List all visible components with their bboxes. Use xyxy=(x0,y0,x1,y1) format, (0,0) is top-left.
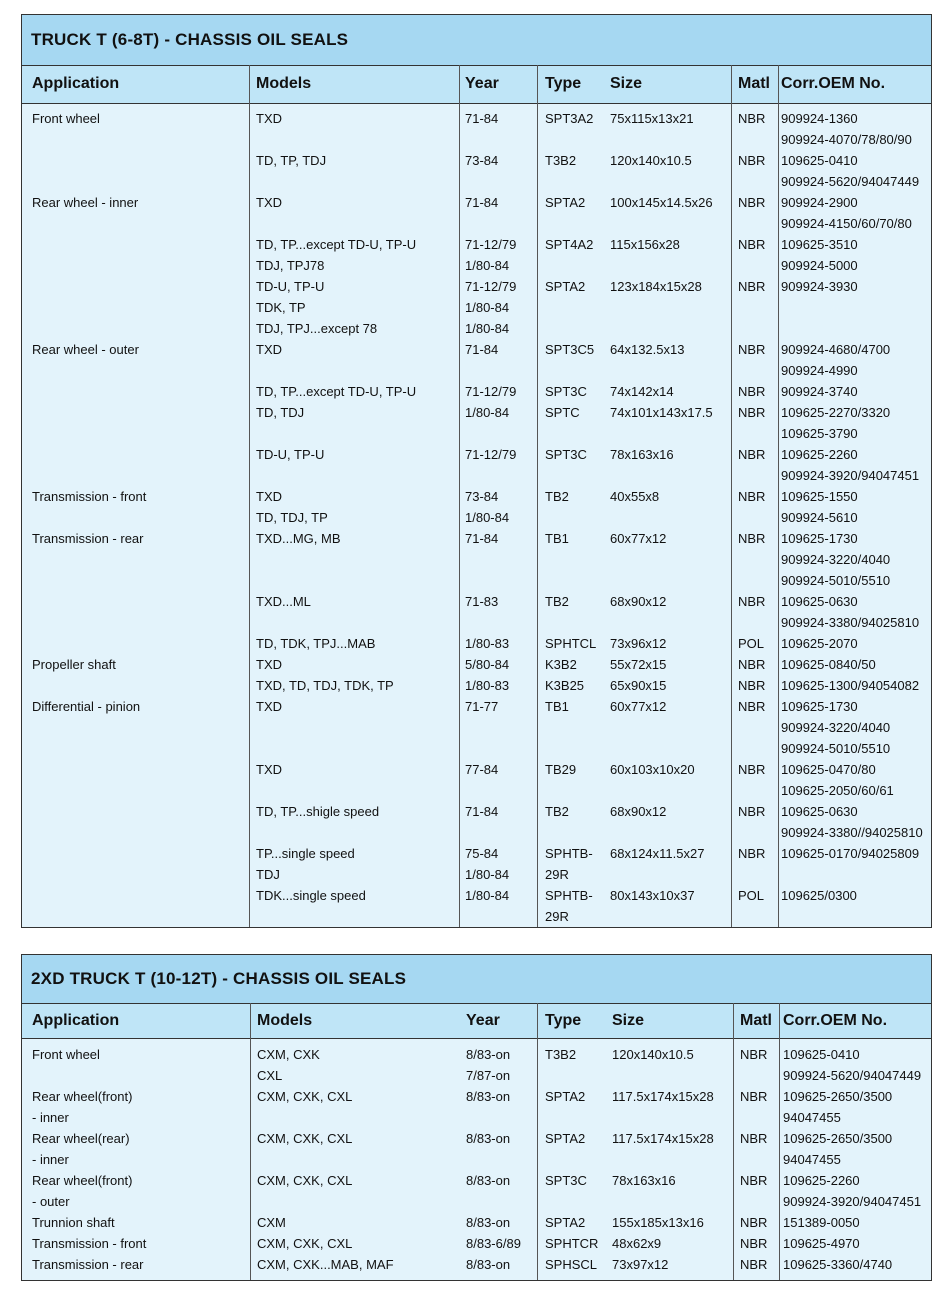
header-matl: Matl xyxy=(740,1012,772,1029)
cell-type: SPHTB- xyxy=(545,846,593,861)
cell-oem: 109625-1730 xyxy=(781,699,858,714)
cell-size: 60x77x12 xyxy=(610,699,667,714)
table-row xyxy=(22,360,931,381)
cell-year: 8/83-on xyxy=(466,1173,511,1188)
cell-oem: 909924-3220/4040 xyxy=(781,552,891,567)
cell-year: 8/83-6/89 xyxy=(466,1236,521,1251)
cell-size: 78x163x16 xyxy=(610,447,674,462)
table-row xyxy=(22,381,931,402)
cell-oem: 909924-3920/94047451 xyxy=(783,1194,922,1209)
cell-year: 8/83-on xyxy=(466,1131,511,1146)
header-matl: Matl xyxy=(738,75,770,92)
cell-type: SPTC xyxy=(545,405,580,420)
table-header xyxy=(22,66,931,104)
table-row xyxy=(22,339,931,360)
cell-oem: 109625-0630 xyxy=(781,594,858,609)
cell-matl: NBR xyxy=(738,405,766,420)
cell-application: Rear wheel - outer xyxy=(32,342,139,357)
cell-size: 117.5x174x15x28 xyxy=(612,1089,714,1104)
cell-oem: 109625-4970 xyxy=(783,1236,860,1251)
cell-year: 71-83 xyxy=(465,594,499,609)
header-oem: Corr.OEM No. xyxy=(781,75,886,92)
table-row xyxy=(22,654,931,675)
cell-application: Rear wheel(rear) xyxy=(32,1131,130,1146)
cell-size: 120x140x10.5 xyxy=(612,1047,694,1062)
cell-size: 64x132.5x13 xyxy=(610,342,685,357)
cell-type: SPT3C xyxy=(545,384,587,399)
cell-models: TD, TDK, TPJ...MAB xyxy=(256,636,376,651)
cell-size: 115x156x28 xyxy=(610,237,680,252)
cell-application: Transmission - front xyxy=(32,489,147,504)
section-2xd-truck-t-10-12t xyxy=(21,954,932,1281)
cell-oem: 909924-3740 xyxy=(781,384,858,399)
cell-oem: 109625-2050/60/61 xyxy=(781,783,894,798)
cell-year: 1/80-83 xyxy=(465,636,510,651)
cell-size: 68x90x12 xyxy=(610,594,667,609)
table-body xyxy=(22,104,931,927)
table-row xyxy=(22,528,931,549)
section-title: 2XD TRUCK T (10-12T) - CHASSIS OIL SEALS xyxy=(22,955,931,1004)
table-row xyxy=(22,1233,931,1254)
cell-application: Front wheel xyxy=(32,1047,100,1062)
cell-application: Transmission - rear xyxy=(32,531,144,546)
cell-year: 1/80-84 xyxy=(465,258,510,273)
cell-year: 71-12/79 xyxy=(465,384,517,399)
table-row xyxy=(22,171,931,192)
cell-oem: 109625-3510 xyxy=(781,237,858,252)
cell-oem: 109625-2270/3320 xyxy=(781,405,891,420)
cell-size: 123x184x15x28 xyxy=(610,279,702,294)
cell-type: T3B2 xyxy=(545,153,577,168)
cell-year: 71-77 xyxy=(465,699,499,714)
cell-matl: NBR xyxy=(740,1257,768,1272)
cell-size: 78x163x16 xyxy=(612,1173,676,1188)
column-divider xyxy=(537,65,538,927)
table-row xyxy=(22,864,931,885)
cell-matl: POL xyxy=(738,888,765,903)
cell-year: 1/80-84 xyxy=(465,888,510,903)
cell-year: 1/80-84 xyxy=(465,321,510,336)
table-row xyxy=(22,801,931,822)
cell-oem: 909924-5610 xyxy=(781,510,858,525)
cell-matl: NBR xyxy=(738,342,766,357)
table-row xyxy=(22,675,931,696)
table-header xyxy=(22,1004,931,1039)
cell-matl: NBR xyxy=(738,699,766,714)
cell-models: TXD xyxy=(256,657,282,672)
cell-matl: NBR xyxy=(740,1215,768,1230)
cell-oem: 909924-5010/5510 xyxy=(781,741,891,756)
cell-oem: 109625-2260 xyxy=(781,447,858,462)
table-row xyxy=(22,1128,931,1149)
cell-size: 117.5x174x15x28 xyxy=(612,1131,714,1146)
cell-year: 71-84 xyxy=(465,111,499,126)
cell-oem: 909924-1360 xyxy=(781,111,858,126)
header-year: Year xyxy=(466,1012,500,1029)
cell-oem: 109625-0470/80 xyxy=(781,762,876,777)
cell-matl: NBR xyxy=(738,489,766,504)
cell-type: SPT3C xyxy=(545,447,587,462)
table-row xyxy=(22,843,931,864)
cell-type: SPTA2 xyxy=(545,1215,586,1230)
cell-oem: 109625-0840/50 xyxy=(781,657,876,672)
table-row xyxy=(22,1170,931,1191)
cell-models: CXL xyxy=(257,1068,283,1083)
cell-oem: 909924-5620/94047449 xyxy=(783,1068,922,1083)
table-row xyxy=(22,612,931,633)
cell-models: TD, TP...shigle speed xyxy=(256,804,380,819)
cell-application: Front wheel xyxy=(32,111,100,126)
cell-models: TDK...single speed xyxy=(256,888,366,903)
cell-oem: 109625-3790 xyxy=(781,426,858,441)
table-row xyxy=(22,297,931,318)
cell-year: 71-84 xyxy=(465,531,499,546)
cell-size: 65x90x15 xyxy=(610,678,667,693)
cell-oem: 109625-0170/94025809 xyxy=(781,846,920,861)
cell-year: 1/80-83 xyxy=(465,678,510,693)
header-application: Application xyxy=(32,1012,120,1029)
cell-application: Trunnion shaft xyxy=(32,1215,115,1230)
table-row xyxy=(22,129,931,150)
cell-size: 100x145x14.5x26 xyxy=(610,195,713,210)
table-row xyxy=(22,1044,931,1065)
cell-year: 73-84 xyxy=(465,153,499,168)
cell-models: CXM, CXK, CXL xyxy=(257,1131,353,1146)
cell-type: SPTA2 xyxy=(545,1131,586,1146)
column-divider xyxy=(249,65,250,927)
cell-size: 48x62x9 xyxy=(612,1236,662,1251)
cell-models: TXD...MG, MB xyxy=(256,531,341,546)
cell-models: CXM, CXK, CXL xyxy=(257,1236,353,1251)
table-row xyxy=(22,255,931,276)
table-row xyxy=(22,108,931,129)
cell-oem: 909924-3220/4040 xyxy=(781,720,891,735)
table-row xyxy=(22,717,931,738)
cell-models: TD, TDJ, TP xyxy=(256,510,328,525)
cell-year: 7/87-on xyxy=(466,1068,511,1083)
cell-size: 74x101x143x17.5 xyxy=(610,405,713,420)
cell-matl: NBR xyxy=(738,657,766,672)
cell-models: TDK, TP xyxy=(256,300,306,315)
table-row xyxy=(22,1107,931,1128)
table-row xyxy=(22,213,931,234)
column-divider xyxy=(459,65,460,927)
cell-type: K3B2 xyxy=(545,657,577,672)
cell-year: 71-84 xyxy=(465,342,499,357)
cell-matl: NBR xyxy=(738,447,766,462)
cell-matl: NBR xyxy=(740,1131,768,1146)
cell-oem: 909924-3920/94047451 xyxy=(781,468,920,483)
cell-size: 68x124x11.5x27 xyxy=(610,846,705,861)
header-size: Size xyxy=(610,75,643,92)
cell-size: 74x142x14 xyxy=(610,384,674,399)
cell-oem: 909924-3930 xyxy=(781,279,858,294)
cell-type: TB2 xyxy=(545,594,569,609)
cell-type: SPT3C xyxy=(545,1173,587,1188)
cell-oem: 909924-4070/78/80/90 xyxy=(781,132,912,147)
cell-type: TB1 xyxy=(545,531,569,546)
cell-oem: 909924-4990 xyxy=(781,363,858,378)
cell-application: Rear wheel - inner xyxy=(32,195,139,210)
column-divider xyxy=(731,65,732,927)
cell-application: Transmission - rear xyxy=(32,1257,144,1272)
table-row xyxy=(22,633,931,654)
cell-oem: 151389-0050 xyxy=(783,1215,860,1230)
cell-year: 71-84 xyxy=(465,195,499,210)
table-row xyxy=(22,234,931,255)
cell-year: 71-12/79 xyxy=(465,447,517,462)
cell-year: 1/80-84 xyxy=(465,867,510,882)
cell-application: - outer xyxy=(32,1194,70,1209)
cell-year: 8/83-on xyxy=(466,1215,511,1230)
cell-models: TD, TP, TDJ xyxy=(256,153,327,168)
cell-type: TB1 xyxy=(545,699,569,714)
table-row xyxy=(22,276,931,297)
cell-models: CXM, CXK...MAB, MAF xyxy=(257,1257,394,1272)
cell-oem: 109625-0410 xyxy=(783,1047,860,1062)
cell-oem: 909924-5620/94047449 xyxy=(781,174,920,189)
cell-type: T3B2 xyxy=(545,1047,577,1062)
cell-year: 8/83-on xyxy=(466,1047,511,1062)
column-divider xyxy=(733,1003,734,1280)
cell-type: 29R xyxy=(545,867,569,882)
cell-type: SPT4A2 xyxy=(545,237,594,252)
cell-size: 60x77x12 xyxy=(610,531,667,546)
table-row xyxy=(22,591,931,612)
cell-type: TB2 xyxy=(545,804,569,819)
cell-size: 40x55x8 xyxy=(610,489,660,504)
cell-matl: NBR xyxy=(738,762,766,777)
cell-models: CXM, CXK, CXL xyxy=(257,1173,353,1188)
cell-size: 60x103x10x20 xyxy=(610,762,695,777)
table-row xyxy=(22,759,931,780)
table-row xyxy=(22,1254,931,1275)
cell-size: 68x90x12 xyxy=(610,804,667,819)
cell-models: TXD xyxy=(256,489,282,504)
cell-models: TXD xyxy=(256,195,282,210)
header-oem: Corr.OEM No. xyxy=(783,1012,888,1029)
table-row xyxy=(22,444,931,465)
cell-size: 73x97x12 xyxy=(612,1257,669,1272)
cell-models: CXM, CXK, CXL xyxy=(257,1089,353,1104)
cell-models: TXD xyxy=(256,111,282,126)
table-row xyxy=(22,738,931,759)
cell-matl: NBR xyxy=(740,1089,768,1104)
cell-models: TXD, TD, TDJ, TDK, TP xyxy=(256,678,394,693)
cell-matl: NBR xyxy=(738,384,766,399)
cell-models: TD, TP...except TD-U, TP-U xyxy=(256,237,417,252)
cell-models: TXD xyxy=(256,762,282,777)
table-row xyxy=(22,1191,931,1212)
header-size: Size xyxy=(612,1012,645,1029)
cell-oem: 109625/0300 xyxy=(781,888,857,903)
table-row xyxy=(22,1212,931,1233)
cell-oem: 109625-2070 xyxy=(781,636,858,651)
cell-year: 73-84 xyxy=(465,489,499,504)
cell-matl: NBR xyxy=(740,1047,768,1062)
section-truck-t-6-8t xyxy=(21,14,932,928)
cell-year: 1/80-84 xyxy=(465,510,510,525)
table-row xyxy=(22,402,931,423)
cell-application: Differential - pinion xyxy=(32,699,141,714)
cell-matl: POL xyxy=(738,636,765,651)
cell-year: 75-84 xyxy=(465,846,499,861)
cell-oem: 109625-2650/3500 xyxy=(783,1089,893,1104)
cell-oem: 909924-2900 xyxy=(781,195,858,210)
table-row xyxy=(22,885,931,906)
cell-type: SPT3C5 xyxy=(545,342,595,357)
cell-year: 71-84 xyxy=(465,804,499,819)
cell-models: TD-U, TP-U xyxy=(256,447,325,462)
cell-oem: 109625-1730 xyxy=(781,531,858,546)
table-row xyxy=(22,1149,931,1170)
cell-models: TDJ xyxy=(256,867,280,882)
table-row xyxy=(22,780,931,801)
cell-matl: NBR xyxy=(738,678,766,693)
column-divider xyxy=(537,1003,538,1280)
header-models: Models xyxy=(256,75,312,92)
cell-oem: 94047455 xyxy=(783,1152,841,1167)
header-type: Type xyxy=(545,1012,582,1029)
table-row xyxy=(22,507,931,528)
cell-size: 75x115x13x21 xyxy=(610,111,694,126)
cell-size: 155x185x13x16 xyxy=(612,1215,704,1230)
table-row xyxy=(22,150,931,171)
cell-type: SPTA2 xyxy=(545,279,586,294)
cell-year: 8/83-on xyxy=(466,1089,511,1104)
cell-models: CXM xyxy=(257,1215,286,1230)
cell-matl: NBR xyxy=(738,846,766,861)
cell-matl: NBR xyxy=(738,279,766,294)
cell-models: TXD xyxy=(256,699,282,714)
cell-application: Rear wheel(front) xyxy=(32,1089,133,1104)
cell-oem: 909924-3380/94025810 xyxy=(781,615,920,630)
header-models: Models xyxy=(257,1012,313,1029)
cell-matl: NBR xyxy=(738,195,766,210)
cell-matl: NBR xyxy=(738,111,766,126)
table-row xyxy=(22,822,931,843)
cell-type: SPHSCL xyxy=(545,1257,598,1272)
cell-matl: NBR xyxy=(738,594,766,609)
cell-oem: 109625-1300/94054082 xyxy=(781,678,920,693)
table-row xyxy=(22,696,931,717)
cell-oem: 109625-0410 xyxy=(781,153,858,168)
cell-oem: 909924-4150/60/70/80 xyxy=(781,216,912,231)
cell-year: 71-12/79 xyxy=(465,279,517,294)
cell-type: SPHTCL xyxy=(545,636,597,651)
table-row xyxy=(22,570,931,591)
cell-year: 8/83-on xyxy=(466,1257,511,1272)
cell-size: 73x96x12 xyxy=(610,636,667,651)
cell-oem: 109625-2650/3500 xyxy=(783,1131,893,1146)
cell-year: 77-84 xyxy=(465,762,499,777)
cell-oem: 909924-5010/5510 xyxy=(781,573,891,588)
cell-models: TP...single speed xyxy=(256,846,355,861)
table-row xyxy=(22,192,931,213)
cell-models: TDJ, TPJ...except 78 xyxy=(256,321,378,336)
cell-year: 5/80-84 xyxy=(465,657,510,672)
cell-type: TB2 xyxy=(545,489,569,504)
cell-type: SPHTCR xyxy=(545,1236,599,1251)
cell-oem: 909924-4680/4700 xyxy=(781,342,891,357)
cell-oem: 909924-5000 xyxy=(781,258,858,273)
table-body xyxy=(22,1039,931,1275)
cell-type: 29R xyxy=(545,909,569,924)
table-row xyxy=(22,423,931,444)
cell-type: SPT3A2 xyxy=(545,111,594,126)
cell-matl: NBR xyxy=(740,1173,768,1188)
table-row xyxy=(22,486,931,507)
cell-type: TB29 xyxy=(545,762,577,777)
cell-application: Transmission - front xyxy=(32,1236,147,1251)
cell-year: 1/80-84 xyxy=(465,300,510,315)
cell-oem: 109625-1550 xyxy=(781,489,858,504)
cell-type: K3B25 xyxy=(545,678,585,693)
cell-oem: 94047455 xyxy=(783,1110,841,1125)
cell-matl: NBR xyxy=(738,804,766,819)
cell-matl: NBR xyxy=(738,531,766,546)
cell-type: SPTA2 xyxy=(545,1089,586,1104)
column-divider xyxy=(779,1003,780,1280)
cell-size: 80x143x10x37 xyxy=(610,888,695,903)
cell-models: CXM, CXK xyxy=(257,1047,320,1062)
table-row xyxy=(22,318,931,339)
header-year: Year xyxy=(465,75,499,92)
cell-type: SPTA2 xyxy=(545,195,586,210)
cell-size: 55x72x15 xyxy=(610,657,667,672)
cell-models: TXD xyxy=(256,342,282,357)
cell-oem: 909924-3380//94025810 xyxy=(781,825,923,840)
column-divider xyxy=(250,1003,251,1280)
column-divider xyxy=(778,65,779,927)
cell-models: TD, TDJ xyxy=(256,405,305,420)
cell-application: Rear wheel(front) xyxy=(32,1173,133,1188)
header-type: Type xyxy=(545,75,582,92)
header-application: Application xyxy=(32,75,120,92)
cell-models: TXD...ML xyxy=(256,594,311,609)
cell-application: Propeller shaft xyxy=(32,657,116,672)
cell-year: 71-12/79 xyxy=(465,237,517,252)
cell-matl: NBR xyxy=(740,1236,768,1251)
section-title: TRUCK T (6-8T) - CHASSIS OIL SEALS xyxy=(22,15,931,66)
cell-oem: 109625-2260 xyxy=(783,1173,860,1188)
cell-application: - inner xyxy=(32,1152,69,1167)
table-row xyxy=(22,465,931,486)
table-row xyxy=(22,906,931,927)
cell-year: 1/80-84 xyxy=(465,405,510,420)
cell-models: TD-U, TP-U xyxy=(256,279,325,294)
table-row xyxy=(22,549,931,570)
cell-oem: 109625-3360/4740 xyxy=(783,1257,893,1272)
cell-size: 120x140x10.5 xyxy=(610,153,692,168)
cell-matl: NBR xyxy=(738,153,766,168)
cell-matl: NBR xyxy=(738,237,766,252)
cell-type: SPHTB- xyxy=(545,888,593,903)
table-row xyxy=(22,1086,931,1107)
cell-models: TD, TP...except TD-U, TP-U xyxy=(256,384,417,399)
table-row xyxy=(22,1065,931,1086)
cell-application: - inner xyxy=(32,1110,69,1125)
cell-models: TDJ, TPJ78 xyxy=(256,258,325,273)
cell-oem: 109625-0630 xyxy=(781,804,858,819)
